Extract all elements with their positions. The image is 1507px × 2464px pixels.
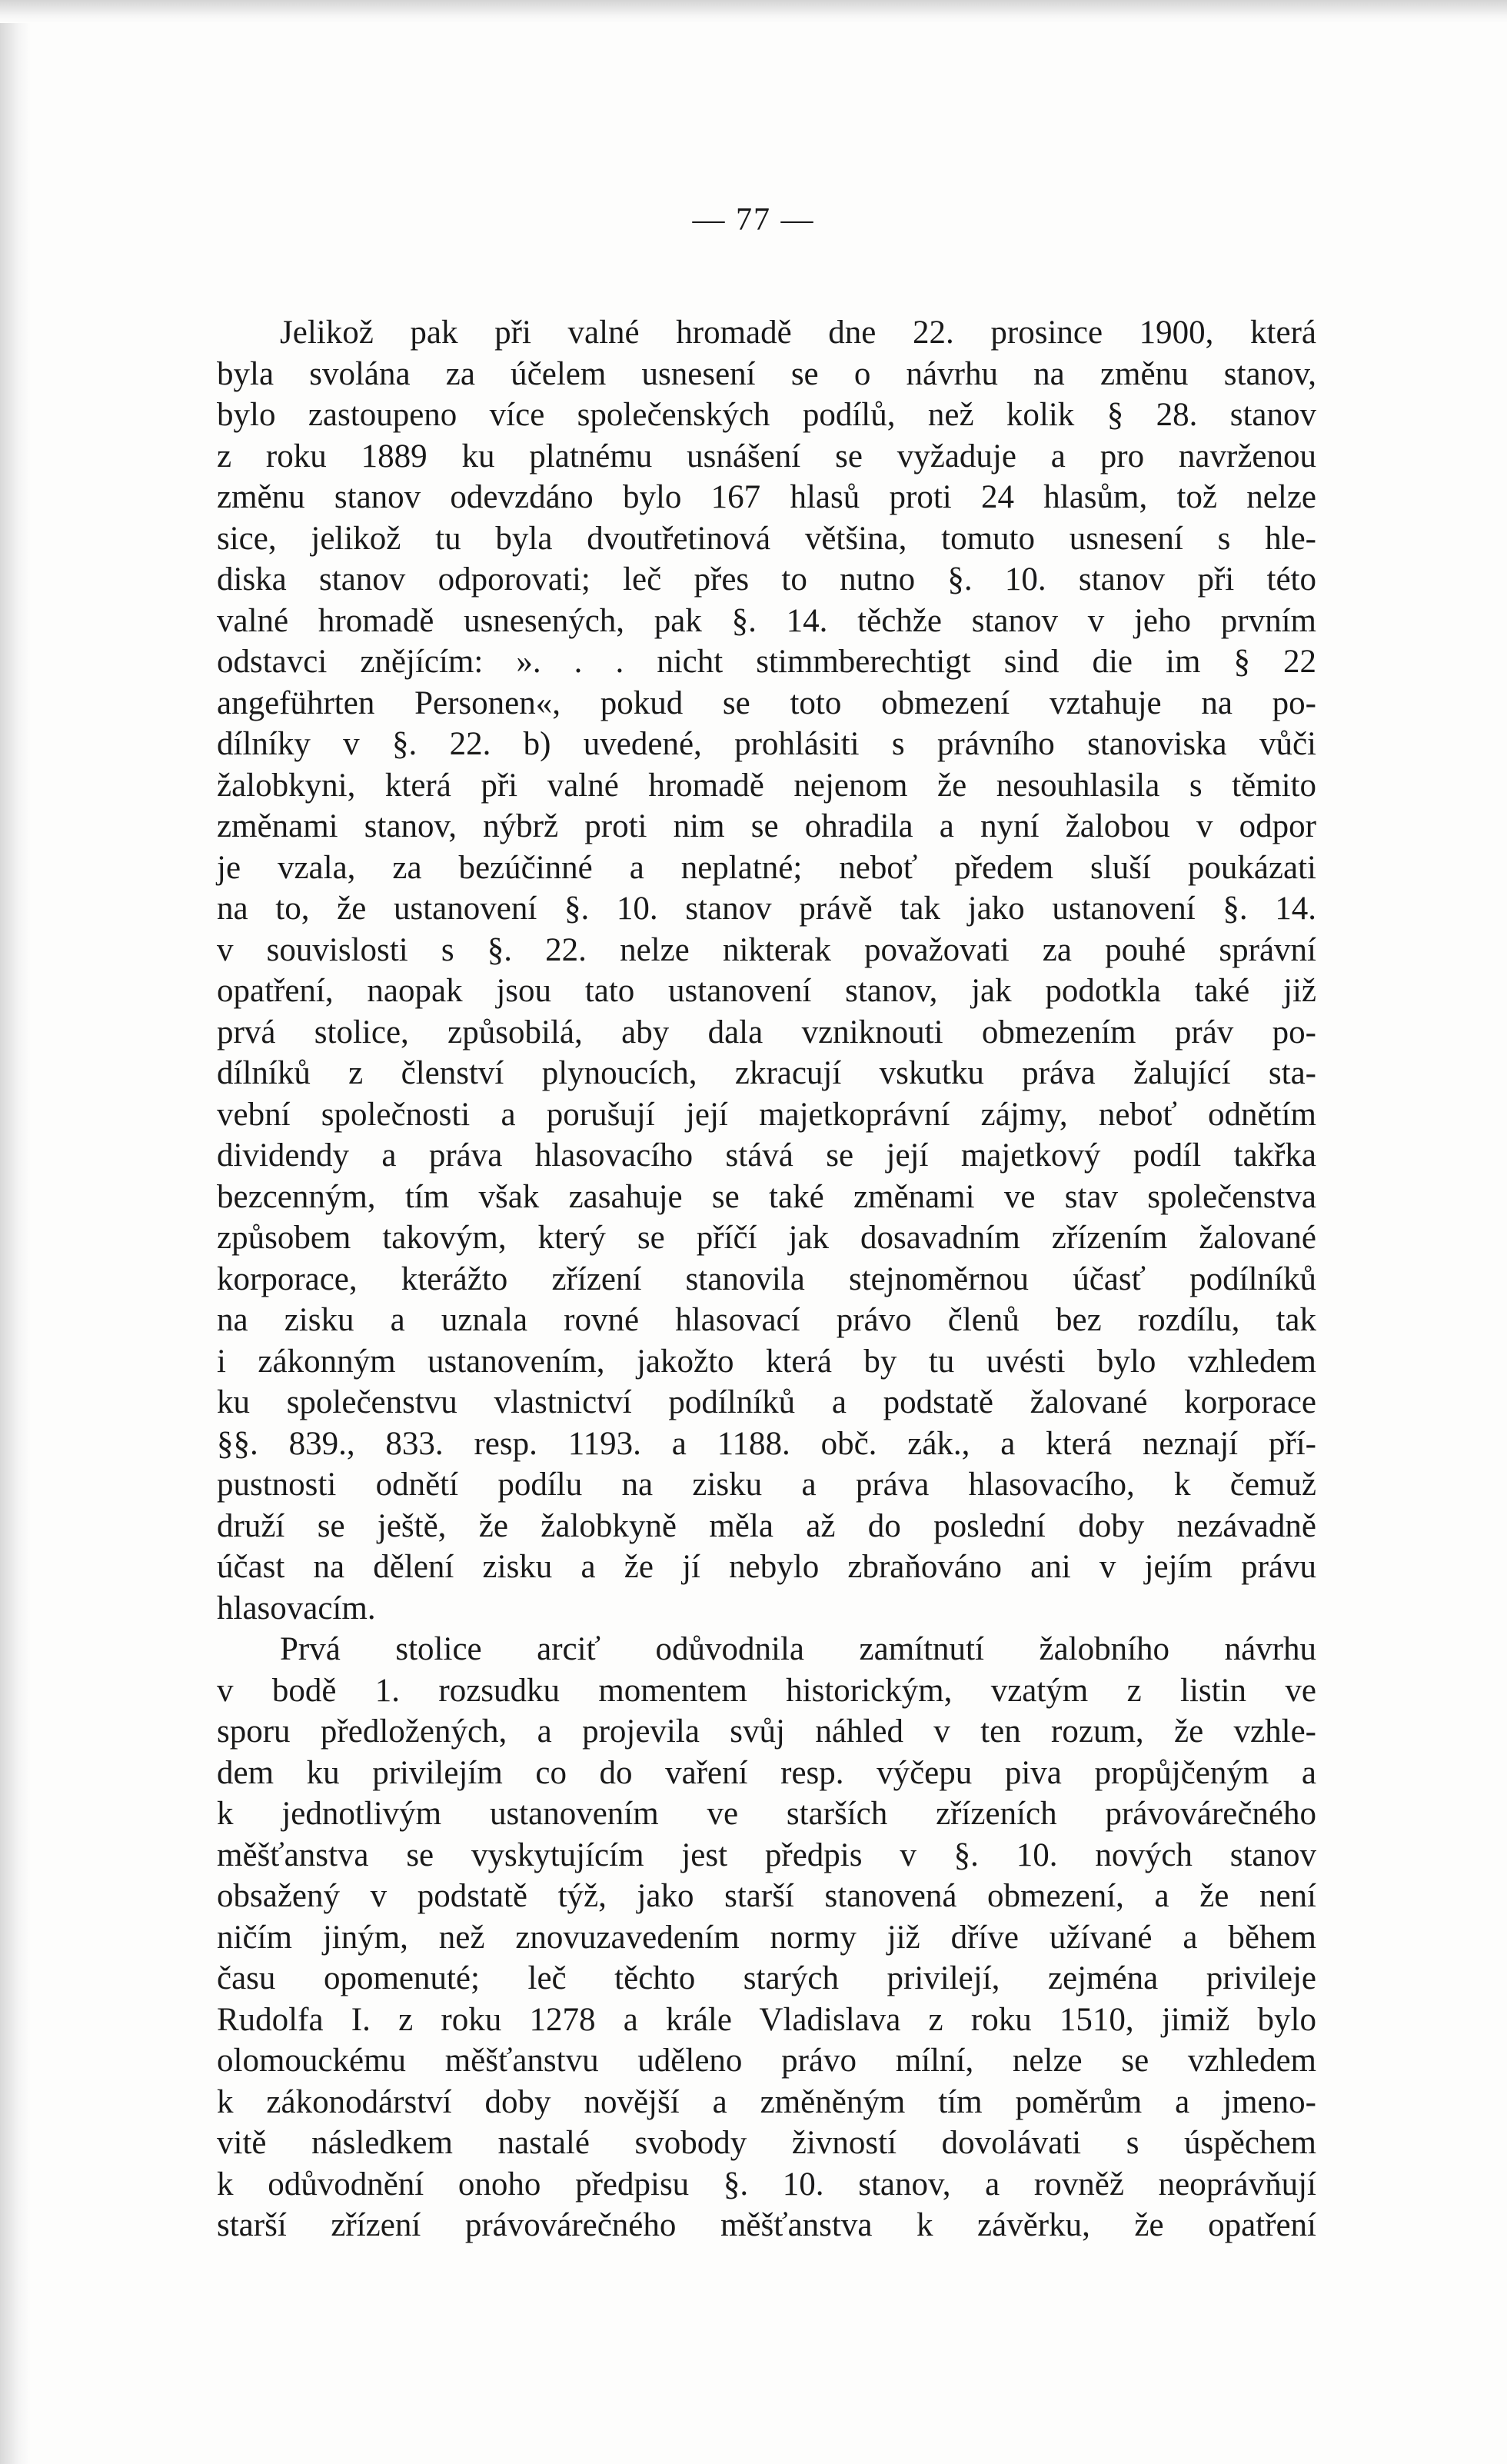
text-line: dílníky v §. 22. b) uvedené, prohlásiti s právního stanoviska vůči xyxy=(217,726,1316,762)
text-line: měšťanstva se vyskytujícím jest předpis v §. 10. nových stanov xyxy=(217,1836,1316,1873)
text-line: odstavci znějícím: ». . . nicht stimmberechtigt sind die im § 22 xyxy=(217,644,1316,680)
text-line: na to, že ustanovení §. 10. stanov právě tak jako ustanovení §. 14. xyxy=(217,891,1316,927)
scan-edge-top xyxy=(0,0,1507,23)
text-line: účast na dělení zisku a že jí nebylo zbraňováno ani v jejím právu xyxy=(217,1549,1316,1585)
text-line: v bodě 1. rozsudku momentem historickým, vzatým z listin ve xyxy=(217,1672,1316,1709)
text-line: §§. 839., 833. resp. 1193. a 1188. obč. zák., a která neznají pří- xyxy=(217,1425,1316,1462)
text-line: bezcenným, tím však zasahuje se také změnami ve stav společenstva xyxy=(217,1178,1316,1215)
text-line: opatření, naopak jsou tato ustanovení stanov, jak podotkla také již xyxy=(217,973,1316,1009)
text-line: dem ku privilejím co do vaření resp. výčepu piva propůjčeným a xyxy=(217,1754,1316,1791)
text-line: na zisku a uznala rovné hlasovací právo členů bez rozdílu, tak xyxy=(217,1302,1316,1338)
text-line: Rudolfa I. z roku 1278 a krále Vladislava z roku 1510, jimiž bylo xyxy=(217,2001,1316,2038)
text-line: vební společnosti a porušují její majetkoprávní zájmy, neboť odnětím xyxy=(217,1096,1316,1133)
text-line: žalobkyni, která při valné hromadě nejenom že nesouhlasila s těmito xyxy=(217,767,1316,804)
text-line: změnami stanov, nýbrž proti nim se ohradila a nyní žalobou v odpor xyxy=(217,808,1316,844)
text-line: angeführten Personen«, pokud se toto obmezení vztahuje na po- xyxy=(217,684,1316,721)
text-line: Prvá stolice arciť odůvodnila zamítnutí žalobního návrhu xyxy=(280,1631,1316,1667)
text-line: sice, jelikož tu byla dvoutřetinová většina, tomuto usnesení s hle- xyxy=(217,520,1316,557)
text-line: způsobem takovým, který se příčí jak dosavadním zřízením žalované xyxy=(217,1220,1316,1256)
text-line: Jelikož pak při valné hromadě dne 22. prosince 1900, která xyxy=(280,315,1316,351)
text-line: ničím jiným, než znovuzavedením normy již dříve užívané a během xyxy=(217,1919,1316,1956)
body-text xyxy=(217,312,1316,2246)
text-line: olomouckému měšťanstvu uděleno právo mílní, nelze se vzhledem xyxy=(217,2043,1316,2079)
text-line: z roku 1889 ku platnému usnášení se vyžaduje a pro navrženou xyxy=(217,438,1316,474)
text-line: starší zřízení právovárečného měšťanstva k závěrku, že opatření xyxy=(217,2207,1316,2243)
text-line: obsažený v podstatě týž, jako starší stanovená obmezení, a že není xyxy=(217,1878,1316,1914)
text-line: diska stanov odporovati; leč přes to nutno §. 10. stanov při této xyxy=(217,561,1316,598)
text-line: k jednotlivým ustanovením ve starších zřízeních právovárečného xyxy=(217,1796,1316,1832)
text-line: i zákonným ustanovením, jakožto která by tu uvésti bylo vzhledem xyxy=(217,1343,1316,1380)
text-line: valné hromadě usnesených, pak §. 14. těchže stanov v jeho prvním xyxy=(217,602,1316,639)
text-line: k zákonodárství doby novější a změněným tím poměrům a jmeno- xyxy=(217,2083,1316,2120)
text-line: korporace, kterážto zřízení stanovila stejnoměrnou účasť podílníků xyxy=(217,1260,1316,1297)
text-line: byla svolána za účelem usnesení se o návrhu na změnu stanov, xyxy=(217,355,1316,392)
text-line: změnu stanov odevzdáno bylo 167 hlasů proti 24 hlasům, tož nelze xyxy=(217,479,1316,515)
text-line: času opomenuté; leč těchto starých privilejí, zejména privileje xyxy=(217,1960,1316,1996)
text-line: bylo zastoupeno více společenských podílů, než kolik § 28. stanov xyxy=(217,397,1316,433)
text-line: v souvislosti s §. 22. nelze nikterak považovati za pouhé správní xyxy=(217,931,1316,968)
text-line: pustnosti odnětí podílu na zisku a práva hlasovacího, k čemuž xyxy=(217,1467,1316,1503)
text-line: dividendy a práva hlasovacího stává se její majetkový podíl takřka xyxy=(217,1137,1316,1174)
text-line: ku společenstvu vlastnictví podílníků a podstatě žalované korporace xyxy=(217,1384,1316,1420)
text-line: hlasovacím. xyxy=(217,1590,376,1627)
scan-edge-left xyxy=(0,0,31,2464)
text-line: vitě následkem nastalé svobody živností dovolávati s úspěchem xyxy=(217,2125,1316,2161)
text-line: dílníků z členství plynoucích, zkracují vskutku práva žalující sta- xyxy=(217,1055,1316,1091)
text-line: je vzala, za bezúčinné a neplatné; neboť předem sluší poukázati xyxy=(217,849,1316,886)
text-line: sporu předložených, a projevila svůj náhled v ten rozum, že vzhle- xyxy=(217,1713,1316,1750)
text-line: k odůvodnění onoho předpisu §. 10. stanov, a rovněž neoprávňují xyxy=(217,2166,1316,2203)
text-line: prvá stolice, způsobilá, aby dala vzniknouti obmezením práv po- xyxy=(217,1014,1316,1051)
text-line: druží se ještě, že žalobkyně měla až do poslední doby nezávadně xyxy=(217,1507,1316,1544)
page-number: — 77 — xyxy=(692,202,815,238)
